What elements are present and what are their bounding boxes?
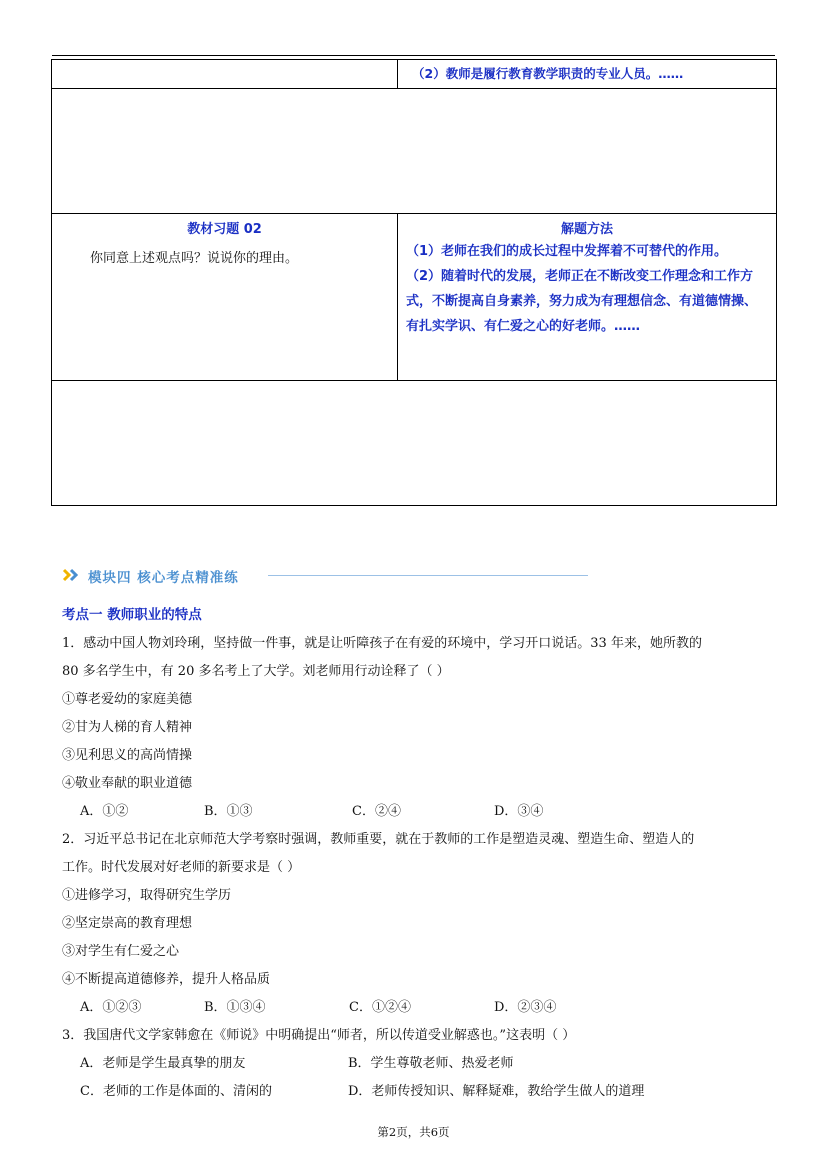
exercise-header: 教材习题 02 xyxy=(187,222,262,237)
option: A．①② xyxy=(80,804,129,819)
exercise-table xyxy=(51,59,777,506)
answer-options xyxy=(62,1050,772,1078)
table-cell xyxy=(52,214,398,381)
option: D．②③④ xyxy=(494,1000,557,1015)
double-chevron-icon xyxy=(62,568,82,582)
method-line: （1）老师在我们的成长过程中发挥着不可替代的作用。 xyxy=(406,244,728,259)
option: B．①③④ xyxy=(204,1000,266,1015)
header-rule xyxy=(52,55,775,56)
question-item: ③对学生有仁爱之心 xyxy=(62,944,180,959)
question-item: ③见利思义的高尚情操 xyxy=(62,748,193,763)
method-text xyxy=(398,237,776,339)
option: B．①③ xyxy=(204,804,253,819)
table-row xyxy=(52,381,777,506)
divider xyxy=(268,575,588,576)
option: C．①②④ xyxy=(349,1000,411,1015)
answer-options xyxy=(62,1078,772,1106)
section-banner xyxy=(62,564,592,586)
option: C．老师的工作是体面的、清闲的 xyxy=(80,1084,272,1099)
answer-options xyxy=(62,994,772,1022)
question-item: ①进修学习，取得研究生学历 xyxy=(62,888,232,903)
option: D．老师传授知识、解释疑难，教给学生做人的道理 xyxy=(348,1084,645,1099)
table-cell xyxy=(398,60,777,89)
table-row xyxy=(52,214,777,381)
question-item: ①尊老爱幼的家庭美德 xyxy=(62,692,193,707)
question-stem: 3．我国唐代文学家韩愈在《师说》中明确提出“师者，所以传道受业解惑也。”这表明（ ） xyxy=(62,1028,576,1043)
option: A．老师是学生最真挚的朋友 xyxy=(80,1056,246,1071)
question-stem: 80 多名学生中，有 20 多名考上了大学。刘老师用行动诠释了（ ） xyxy=(62,664,450,679)
method-line: （2）随着时代的发展，老师正在不断改变工作理念和工作方式，不断提高自身素养，努力成为有理想信念、有道德情操、有扎实学识、有仁爱之心的好老师。…… xyxy=(406,269,758,334)
method-header: 解题方法 xyxy=(560,222,613,237)
answer-options xyxy=(62,798,772,826)
page-number: 第2页，共6页 xyxy=(377,1125,450,1139)
section-title: 模块四 核心考点精准练 xyxy=(88,570,239,586)
question-stem: 工作。时代发展对好老师的新要求是（ ） xyxy=(62,860,301,875)
blank-answer-area xyxy=(52,89,777,214)
table-row xyxy=(52,89,777,214)
option: D．③④ xyxy=(494,804,544,819)
question-item: ②坚定崇高的教育理想 xyxy=(62,916,193,931)
topic-heading: 考点一 教师职业的特点 xyxy=(62,607,202,623)
table-cell-empty xyxy=(52,60,398,89)
answer-text: （2）教师是履行教育教学职责的专业人员。…… xyxy=(412,66,684,81)
option: C．②④ xyxy=(352,804,401,819)
exercise-question: 你同意上述观点吗？说说你的理由。 xyxy=(90,251,299,266)
table-row xyxy=(52,60,777,89)
question-item: ②甘为人梯的育人精神 xyxy=(62,720,193,735)
blank-answer-area xyxy=(52,381,777,506)
questions xyxy=(62,630,772,1106)
option: A．①②③ xyxy=(80,1000,142,1015)
question-stem: 1．感动中国人物刘玲琍，坚持做一件事，就是让听障孩子在有爱的环境中，学习开口说话。33 年来，她所教的 xyxy=(62,636,702,651)
question-item: ④不断提高道德修养，提升人格品质 xyxy=(62,972,271,987)
table-cell xyxy=(398,214,777,381)
question-item: ④敬业奉献的职业道德 xyxy=(62,776,193,791)
question-stem: 2．习近平总书记在北京师范大学考察时强调，教师重要，就在于教师的工作是塑造灵魂、塑造生命、塑造人的 xyxy=(62,832,695,847)
option: B．学生尊敬老师、热爱老师 xyxy=(348,1056,514,1071)
